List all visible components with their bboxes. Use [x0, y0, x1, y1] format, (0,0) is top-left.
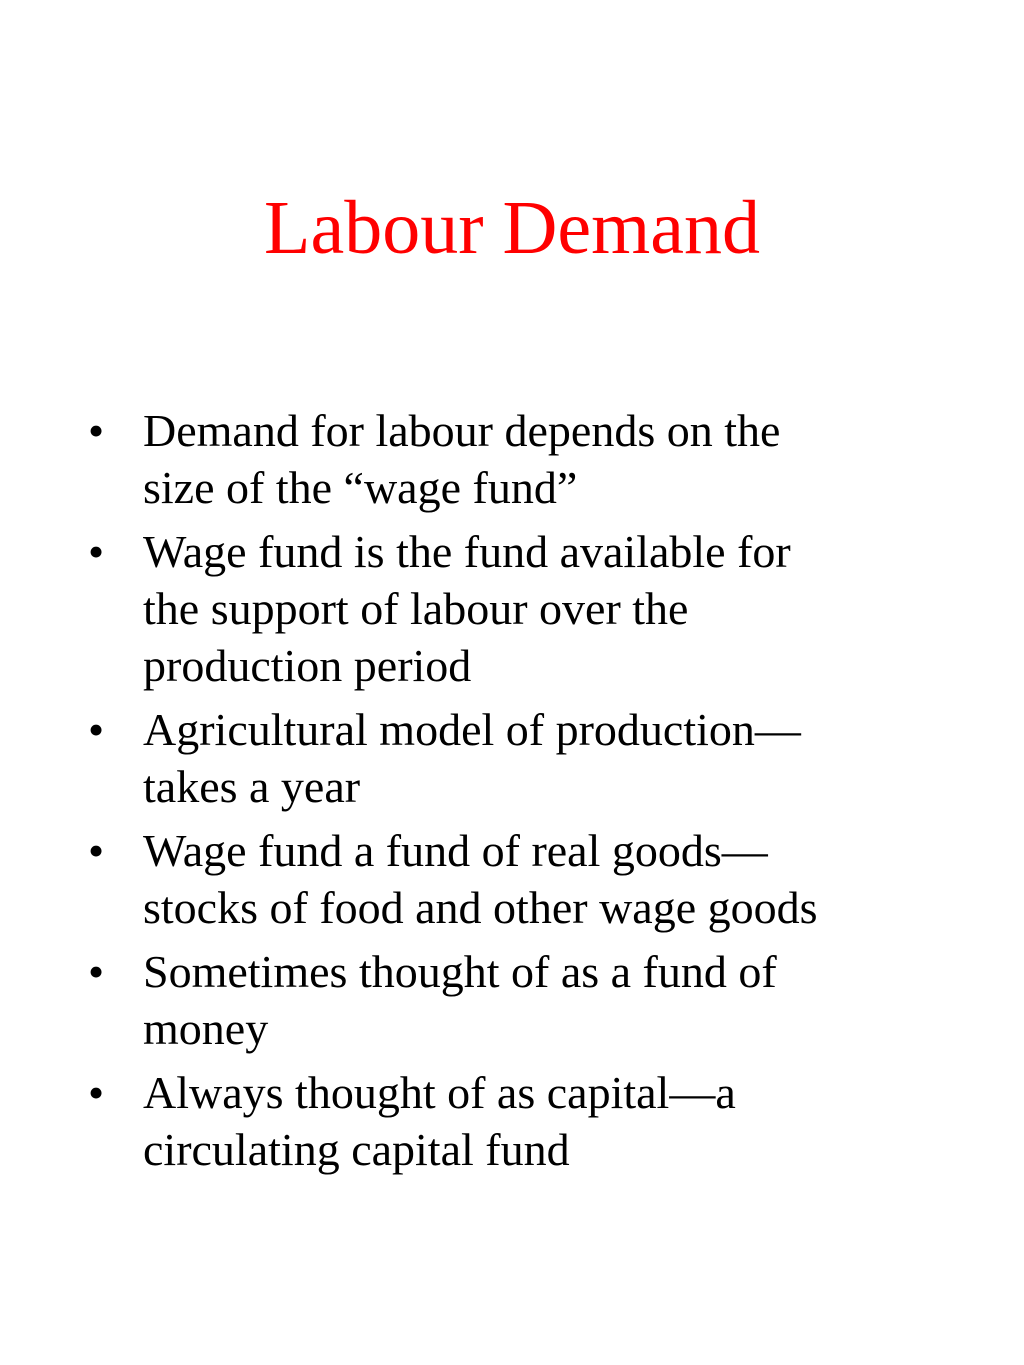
slide-title: Labour Demand [264, 186, 760, 270]
bullet-text: Demand for labour depends on the size of the “wage fund” [143, 405, 781, 513]
bullet-text: Wage fund is the fund available for the support of labour over the production period [143, 526, 791, 691]
bullet-icon: • [88, 526, 105, 577]
bullet-text: Sometimes thought of as a fund of money [143, 946, 777, 1054]
bullet-icon: • [88, 825, 105, 876]
bullet-text: Agricultural model of production— takes a year [143, 704, 801, 812]
bullet-icon: • [88, 405, 105, 456]
bullet-text: Always thought of as capital—a circulating capital fund [143, 1067, 736, 1175]
bullet-item [0, 523, 1024, 694]
bullet-item [0, 1064, 1024, 1178]
bullet-text: Wage fund a fund of real goods— stocks of food and other wage goods [143, 825, 818, 933]
bullet-item [0, 402, 1024, 516]
bullet-item [0, 701, 1024, 815]
bullet-icon: • [88, 704, 105, 755]
bullet-item [0, 822, 1024, 936]
bullet-item [0, 943, 1024, 1057]
bullet-list [0, 402, 1024, 1185]
bullet-icon: • [88, 946, 105, 997]
bullet-icon: • [88, 1067, 105, 1118]
